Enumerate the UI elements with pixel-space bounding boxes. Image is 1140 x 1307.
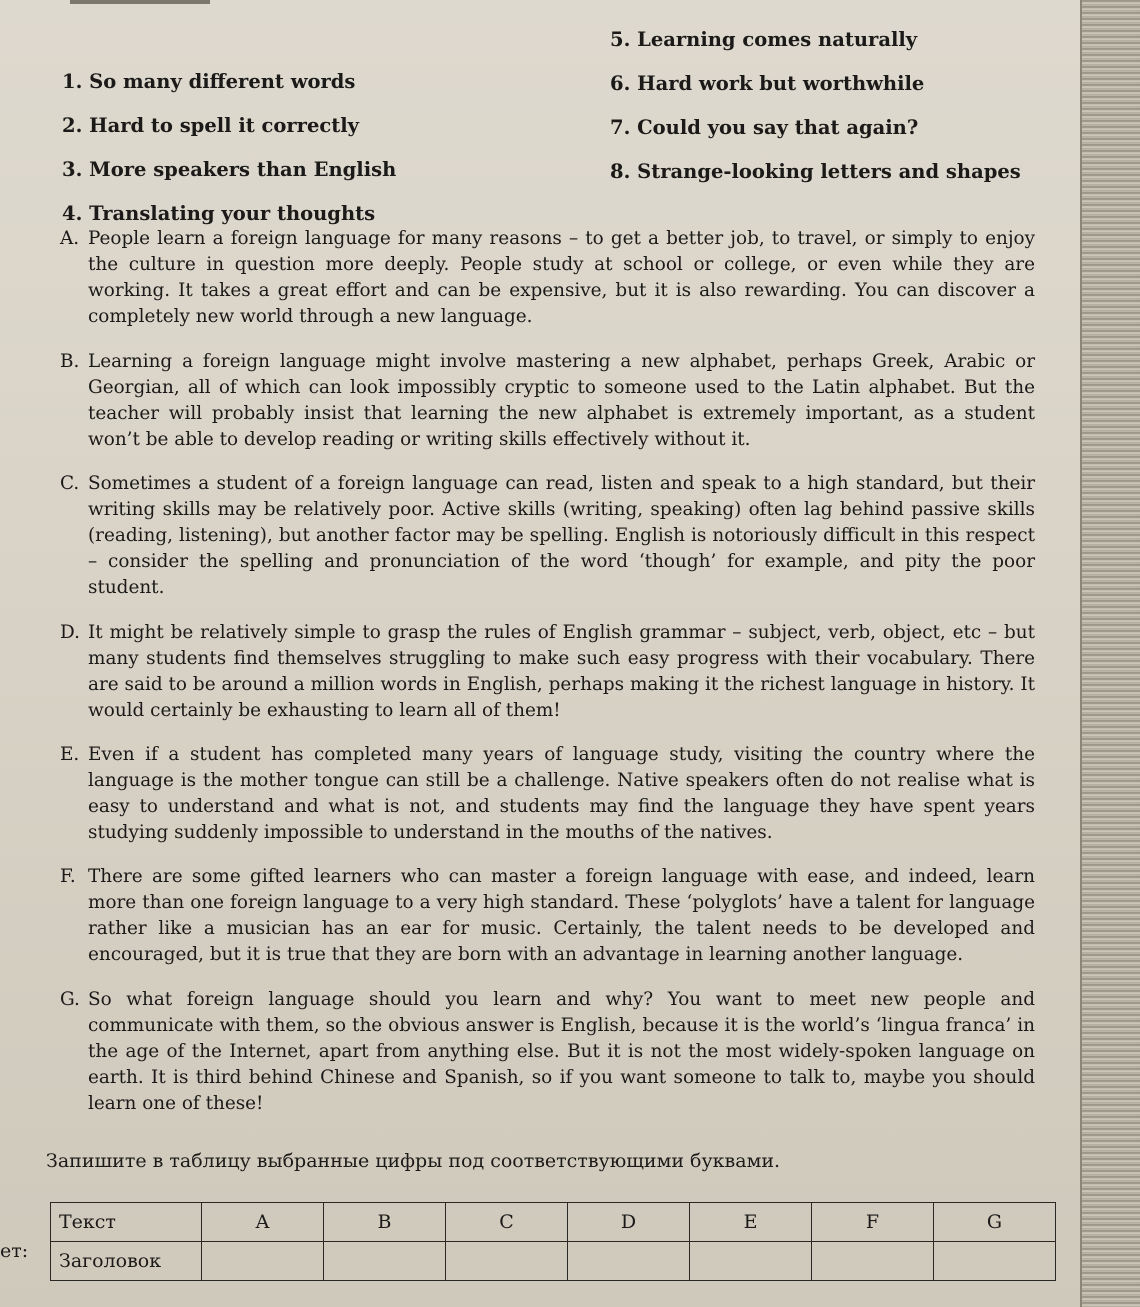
text-paragraphs (60, 208, 1035, 1127)
paragraph-letter: B. (60, 350, 80, 372)
paragraph-text: Sometimes a student of a foreign language can read, listen and speak to a high standard, but their writing skills may be relatively poor. Active skills (writing, speaking) often lag behind passive skills (reading, listening), but another factor may be spelling. English is notoriously difficult in this respect – consider the spelling and pronunciation of the word ‘though’ for example, and pity the poor student. (88, 473, 1035, 599)
paragraph-letter: G. (60, 988, 80, 1010)
heading-7: 7. Could you say that again? (610, 116, 919, 139)
paragraph-text: It might be relatively simple to grasp the rules of English grammar – subject, verb, object, etc – but many students find themselves struggling to make such easy progress with their vocabulary. There are said to be around a million words in English, perhaps making it the richest language in history. It would certainly be exhausting to learn all of them! (88, 621, 1035, 721)
letter-cell-e: E (690, 1203, 812, 1242)
answer-cell-e[interactable] (690, 1242, 812, 1281)
paragraph-c (60, 471, 1035, 601)
headings-list (62, 18, 1042, 225)
paragraph-a (60, 226, 1035, 330)
letter-cell-b: B (324, 1203, 446, 1242)
answer-cell-c[interactable] (446, 1242, 568, 1281)
row-label-heading: Заголовок (51, 1242, 202, 1281)
table-instruction: Запишите в таблицу выбранные цифры под соответствующими буквами. (46, 1150, 781, 1172)
letter-cell-c: C (446, 1203, 568, 1242)
paragraph-letter: C. (60, 473, 80, 495)
heading-4: 4. Translating your thoughts (62, 202, 376, 225)
answer-cell-f[interactable] (812, 1242, 934, 1281)
heading-6: 6. Hard work but worthwhile (610, 72, 925, 95)
row-label-text: Текст (51, 1203, 202, 1242)
paragraph-letter: E. (60, 743, 80, 765)
answer-cell-a[interactable] (202, 1242, 324, 1281)
answer-label: ет: (0, 1240, 29, 1262)
paragraph-text: Even if a student has completed many years of language study, visiting the country where the language is the mother tongue can still be a challenge. Native speakers often do not realise what is easy to understand and what is not, and students may find the language they have spent years studying suddenly impossible to understand in the mouths of the natives. (88, 743, 1035, 843)
book-binding-edge (1080, 0, 1140, 1307)
paragraph-e (60, 742, 1035, 846)
answer-table-headings-row (51, 1242, 1056, 1281)
heading-8: 8. Strange-looking letters and shapes (610, 160, 1021, 183)
heading-5: 5. Learning comes naturally (610, 28, 918, 51)
answer-cell-d[interactable] (568, 1242, 690, 1281)
heading-3: 3. More speakers than English (62, 158, 397, 181)
paragraph-f (60, 864, 1035, 968)
paragraph-letter: A. (60, 228, 80, 250)
heading-2: 2. Hard to spell it correctly (62, 114, 359, 137)
letter-cell-g: G (934, 1203, 1056, 1242)
paragraph-g (60, 987, 1035, 1117)
paragraph-text: So what foreign language should you learn and why? You want to meet new people and communicate with them, so the obvious answer is English, because it is the world’s ‘lingua franca’ in the age of the Internet, apart from anything else. But it is not the most widely-spoken language on earth. It is third behind Chinese and Spanish, so if you want someone to talk to, maybe you should learn one of these! (88, 988, 1035, 1114)
paragraph-letter: F. (60, 866, 76, 888)
paragraph-letter: D. (60, 621, 80, 643)
paragraph-text: People learn a foreign language for many reasons – to get a better job, to travel, or simply to enjoy the culture in question more deeply. People study at school or college, or even while they are working. It takes a great effort and can be expensive, but it is also rewarding. You can discover a completely new world through a new language. (88, 228, 1035, 328)
paragraph-text: Learning a foreign language might involve mastering a new alphabet, perhaps Greek, Arabic or Georgian, all of which can look impossibly cryptic to someone used to the Latin alphabet. But the teacher will probably insist that learning the new alphabet is extremely important, as a student won’t be able to develop reading or writing skills effectively without it. (88, 350, 1035, 450)
letter-cell-d: D (568, 1203, 690, 1242)
heading-1: 1. So many different words (62, 70, 356, 93)
answer-table-letters-row (51, 1203, 1056, 1242)
answer-table (50, 1202, 1056, 1281)
paragraph-text: There are some gifted learners who can master a foreign language with ease, and indeed, learn more than one foreign language to a very high standard. These ‘polyglots’ have a talent for language rather like a musician has an ear for music. Certainly, the talent needs to be developed and encouraged, but it is true that they are born with an advantage in learning another language. (88, 866, 1035, 966)
letter-cell-a: A (202, 1203, 324, 1242)
answer-cell-b[interactable] (324, 1242, 446, 1281)
headings-right-column (610, 18, 1090, 194)
letter-cell-f: F (812, 1203, 934, 1242)
answer-cell-g[interactable] (934, 1242, 1056, 1281)
top-rule (70, 0, 210, 4)
paragraph-b (60, 349, 1035, 453)
headings-left-column (62, 38, 542, 236)
paragraph-d (60, 620, 1035, 724)
